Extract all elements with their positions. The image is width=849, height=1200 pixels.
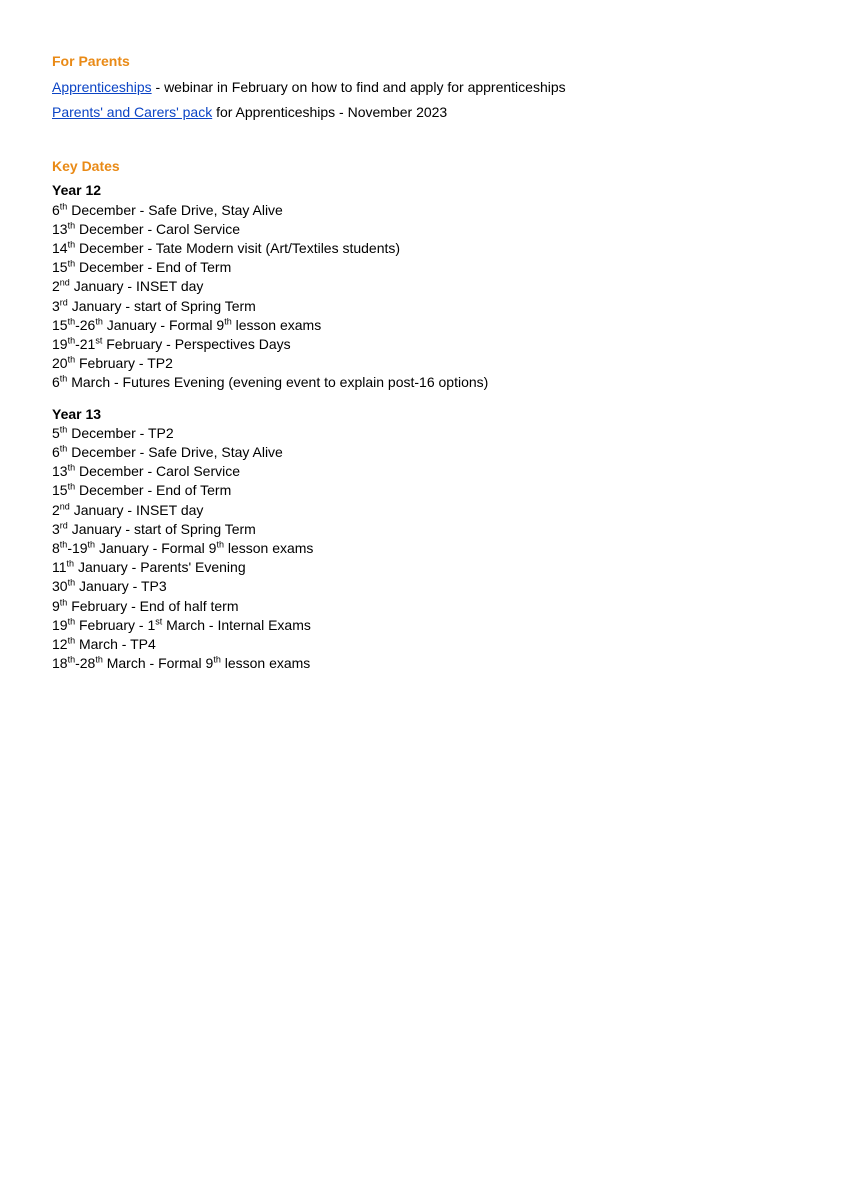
for-parents-heading: For Parents	[52, 53, 130, 69]
date-entry	[52, 201, 812, 220]
date-entry	[52, 220, 812, 239]
year-12-dates-list	[52, 201, 812, 393]
date-entry-text: 11	[52, 559, 67, 576]
date-entry-text: -26	[75, 316, 96, 333]
ordinal-suffix: th	[59, 200, 68, 211]
date-entry	[52, 424, 812, 443]
date-entry-text: February - TP2	[75, 355, 173, 372]
ordinal-suffix: th	[95, 654, 103, 665]
ordinal-suffix: th	[67, 335, 76, 346]
date-entry-text: January - Formal 9	[95, 540, 217, 557]
date-entry-text: 3	[52, 520, 60, 537]
key-dates-heading: Key Dates	[52, 158, 120, 175]
ordinal-suffix: th	[67, 577, 76, 588]
date-entry	[52, 539, 812, 558]
date-entry	[52, 597, 812, 616]
date-entry	[52, 558, 812, 577]
date-entry-text: 6	[52, 201, 60, 218]
date-entry-text: January - Parents' Evening	[74, 559, 246, 576]
date-entry-text: December - Tate Modern visit (Art/Textiles students)	[75, 240, 401, 257]
date-entry	[52, 481, 812, 500]
ordinal-suffix: th	[66, 558, 75, 569]
ordinal-suffix: rd	[59, 296, 68, 307]
ordinal-suffix: th	[67, 258, 76, 269]
date-entry-text: December - Carol Service	[75, 220, 241, 237]
date-entry-text: January - start of Spring Term	[67, 520, 256, 537]
date-entry	[52, 335, 812, 354]
ordinal-suffix: th	[59, 424, 68, 435]
date-entry	[52, 462, 812, 481]
ordinal-suffix: th	[67, 354, 76, 365]
ordinal-suffix: st	[95, 335, 103, 346]
date-entry-text: December - Safe Drive, Stay Alive	[67, 444, 283, 461]
ordinal-suffix: th	[67, 316, 76, 327]
date-entry	[52, 616, 812, 635]
date-entry-text: 5	[52, 424, 60, 441]
date-entry-text: February - End of half term	[67, 597, 239, 614]
date-entry-text: December - TP2	[67, 424, 174, 441]
apprenticeships-link[interactable]: Apprenticeships	[52, 79, 152, 95]
ordinal-suffix: st	[155, 616, 163, 627]
parents-carers-pack-description: for Apprenticeships - November 2023	[212, 104, 448, 121]
date-entry-text: 15	[52, 316, 68, 333]
ordinal-suffix: th	[67, 462, 76, 473]
date-entry-text: lesson exams	[231, 316, 322, 333]
date-entry-text: 19	[52, 616, 68, 633]
date-entry	[52, 258, 812, 277]
date-entry-text: March - Formal 9	[102, 655, 214, 672]
ordinal-suffix: th	[95, 316, 103, 327]
date-entry-text: 9	[52, 597, 60, 614]
date-entry	[52, 354, 812, 373]
date-entry-text: 6	[52, 444, 60, 461]
date-entry-text: 30	[52, 578, 68, 595]
date-entry-text: December - End of Term	[75, 259, 232, 276]
document-page	[52, 52, 812, 673]
date-entry-text: lesson exams	[223, 540, 314, 557]
ordinal-suffix: th	[213, 654, 221, 665]
date-entry-text: lesson exams	[220, 655, 311, 672]
date-entry-text: 8	[52, 540, 60, 557]
date-entry-text: January - INSET day	[69, 501, 204, 518]
ordinal-suffix: th	[59, 443, 68, 454]
parents-carers-pack-line	[52, 103, 812, 122]
ordinal-suffix: rd	[59, 520, 68, 531]
date-entry-text: December - Safe Drive, Stay Alive	[67, 201, 283, 218]
ordinal-suffix: th	[67, 220, 76, 231]
date-entry-text: 2	[52, 501, 60, 518]
date-entry-text: January - TP3	[75, 578, 167, 595]
date-entry-text: 12	[52, 636, 68, 653]
year-13-heading: Year 13	[52, 405, 102, 422]
ordinal-suffix: th	[224, 316, 232, 327]
date-entry-text: 6	[52, 374, 60, 391]
date-entry-text: December - End of Term	[75, 482, 232, 499]
ordinal-suffix: th	[67, 616, 76, 627]
date-entry-text: December - Carol Service	[75, 463, 241, 480]
ordinal-suffix: th	[59, 539, 68, 550]
date-entry-text: 15	[52, 259, 68, 276]
date-entry-text: -21	[75, 336, 96, 353]
ordinal-suffix: th	[216, 539, 224, 550]
ordinal-suffix: nd	[59, 277, 70, 288]
date-entry-text: 15	[52, 482, 68, 499]
date-entry-text: January - Formal 9	[102, 316, 225, 333]
date-entry	[52, 635, 812, 654]
ordinal-suffix: th	[67, 635, 76, 646]
ordinal-suffix: th	[87, 539, 96, 550]
date-entry	[52, 501, 812, 520]
date-entry-text: 20	[52, 355, 68, 372]
date-entry-text: 13	[52, 463, 68, 480]
date-entry-text: February - Perspectives Days	[102, 336, 291, 353]
ordinal-suffix: th	[67, 481, 76, 492]
ordinal-suffix: th	[59, 373, 68, 384]
ordinal-suffix: th	[67, 654, 76, 665]
parents-carers-pack-link[interactable]: Parents' and Carers' pack	[52, 104, 213, 121]
date-entry-text: 19	[52, 336, 68, 353]
date-entry	[52, 239, 812, 258]
date-entry	[52, 654, 812, 673]
date-entry-text: January - INSET day	[69, 278, 204, 295]
date-entry	[52, 373, 812, 392]
date-entry-text: 18	[52, 655, 68, 672]
apprenticeships-description: - webinar in February on how to find and apply for apprenticeships	[151, 79, 566, 95]
date-entry-text: 13	[52, 220, 68, 237]
date-entry-text: 2	[52, 278, 60, 295]
date-entry-text: March - TP4	[75, 636, 156, 653]
date-entry	[52, 316, 812, 335]
date-entry-text: -19	[67, 540, 88, 557]
date-entry	[52, 577, 812, 596]
date-entry-text: March - Futures Evening (evening event to explain post-16 options)	[67, 374, 489, 391]
date-entry	[52, 277, 812, 296]
date-entry	[52, 520, 812, 539]
date-entry-text: February - 1	[75, 616, 156, 633]
year-12-heading: Year 12	[52, 182, 102, 199]
ordinal-suffix: th	[59, 597, 68, 608]
ordinal-suffix: th	[67, 239, 76, 250]
date-entry-text: January - start of Spring Term	[67, 297, 256, 314]
date-entry-text: 3	[52, 297, 60, 314]
date-entry-text: March - Internal Exams	[162, 616, 311, 633]
date-entry	[52, 297, 812, 316]
date-entry-text: 14	[52, 240, 68, 257]
apprenticeships-webinar-line	[52, 78, 812, 97]
date-entry	[52, 443, 812, 462]
year-13-dates-list	[52, 424, 812, 674]
ordinal-suffix: nd	[59, 501, 70, 511]
date-entry-text: -28	[75, 655, 96, 672]
